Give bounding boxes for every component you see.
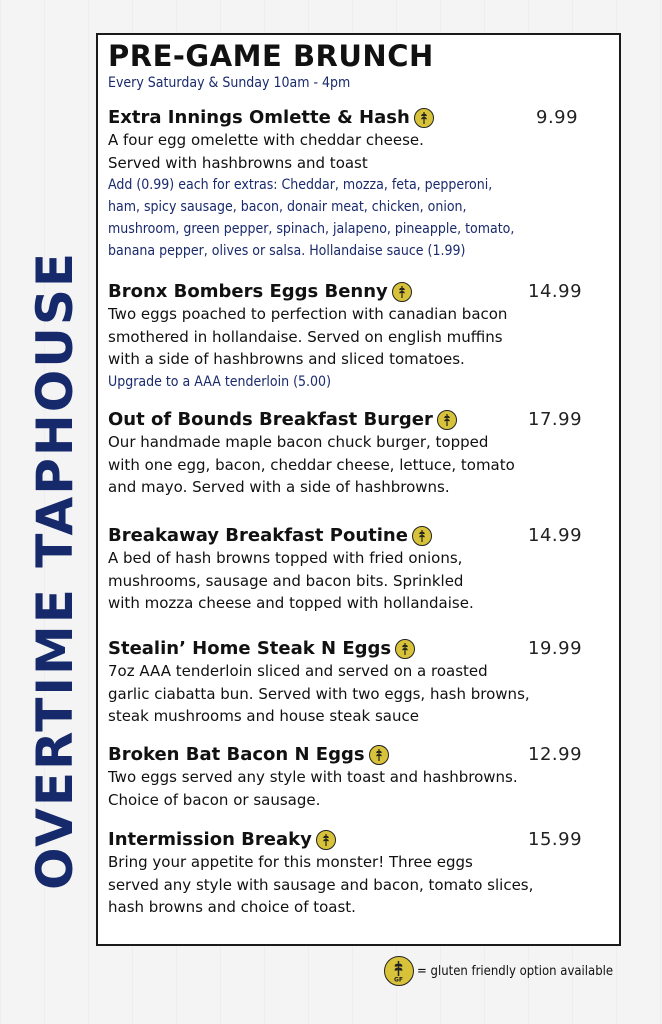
item-name: Breakaway Breakfast Poutine xyxy=(108,525,408,546)
item-name: Stealin’ Home Steak N Eggs xyxy=(108,638,392,659)
item-name: Broken Bat Bacon N Eggs xyxy=(108,744,365,765)
item-price: 17.99 xyxy=(528,409,583,430)
gluten-friendly-icon xyxy=(395,639,415,659)
gluten-friendly-icon xyxy=(414,108,434,128)
item-description-line: hash browns and choice of toast. xyxy=(108,898,356,916)
gluten-friendly-legend-text: = gluten friendly option available xyxy=(417,963,614,979)
gluten-friendly-icon xyxy=(316,830,336,850)
item-price: 19.99 xyxy=(528,638,583,659)
gluten-friendly-icon xyxy=(437,410,457,430)
item-extra-line: mushroom, green pepper, spinach, jalapeno, pineapple, tomato, xyxy=(108,221,515,237)
item-name: Out of Bounds Breakfast Burger xyxy=(108,409,433,430)
menu-item xyxy=(108,107,613,262)
menu-title: PRE-GAME BRUNCH xyxy=(108,39,434,73)
item-description-line: 7oz AAA tenderloin sliced and served on a roasted xyxy=(108,662,488,680)
menu-subtitle: Every Saturday & Sunday 10am - 4pm xyxy=(108,75,351,91)
gluten-friendly-icon xyxy=(392,282,412,302)
gluten-friendly-legend-icon xyxy=(384,956,414,986)
item-description-line: garlic ciabatta bun. Served with two eggs, hash browns, xyxy=(108,684,530,703)
gluten-friendly-icon xyxy=(412,526,432,546)
item-description-line: served any style with sausage and bacon, tomato slices, xyxy=(108,875,534,894)
item-description-line: Bring your appetite for this monster! Three eggs xyxy=(108,853,473,871)
gf-icon-text: GF xyxy=(393,976,404,984)
menu-item xyxy=(108,525,613,615)
menu-item xyxy=(108,638,613,728)
item-price: 9.99 xyxy=(536,107,579,128)
item-name: Bronx Bombers Eggs Benny xyxy=(108,281,388,302)
item-extra-line: Add (0.99) each for extras: Cheddar, mozza, feta, pepperoni, xyxy=(108,177,493,193)
item-description-line: Two eggs served any style with toast and hashbrowns. xyxy=(108,768,518,786)
item-description-line: with one egg, bacon, cheddar cheese, lettuce, tomato xyxy=(108,455,515,474)
brand-vertical-title: OVERTIME TAPHOUSE xyxy=(26,251,84,890)
item-extra-line: ham, spicy sausage, bacon, donair meat, chicken, onion, xyxy=(108,199,467,215)
item-price: 12.99 xyxy=(528,744,583,765)
menu-item xyxy=(108,281,613,393)
item-extra-line: Upgrade to a AAA tenderloin (5.00) xyxy=(108,373,331,390)
item-description-line: Our handmade maple bacon chuck burger, topped xyxy=(108,433,489,451)
menu-item xyxy=(108,409,613,499)
item-description-line: Served with hashbrowns and toast xyxy=(108,153,368,172)
item-price: 14.99 xyxy=(528,525,583,546)
item-extra-line: banana pepper, olives or salsa. Hollandaise sauce (1.99) xyxy=(108,243,466,259)
item-description-line: Choice of bacon or sausage. xyxy=(108,790,321,809)
gluten-friendly-icon xyxy=(369,745,389,765)
item-description-line: and mayo. Served with a side of hashbrowns. xyxy=(108,478,450,496)
item-price: 14.99 xyxy=(528,281,583,302)
item-description-line: A four egg omelette with cheddar cheese. xyxy=(108,131,424,149)
item-name: Intermission Breaky xyxy=(108,829,312,850)
menu-item xyxy=(108,744,613,811)
item-description-line: A bed of hash browns topped with fried onions, xyxy=(108,549,463,567)
menu-item xyxy=(108,829,613,919)
item-price: 15.99 xyxy=(528,829,583,850)
item-description-line: steak mushrooms and house steak sauce xyxy=(108,707,419,725)
menu-panel xyxy=(96,33,621,946)
item-description-line: Two eggs poached to perfection with canadian bacon xyxy=(108,305,508,323)
item-description-line: with a side of hashbrowns and sliced tomatoes. xyxy=(108,350,465,368)
gluten-friendly-legend xyxy=(384,956,613,986)
item-name: Extra Innings Omlette & Hash xyxy=(108,107,410,128)
item-description-line: mushrooms, sausage and bacon bits. Sprinkled xyxy=(108,571,464,590)
item-description-line: with mozza cheese and topped with hollandaise. xyxy=(108,594,474,612)
item-description-line: smothered in hollandaise. Served on english muffins xyxy=(108,327,503,346)
